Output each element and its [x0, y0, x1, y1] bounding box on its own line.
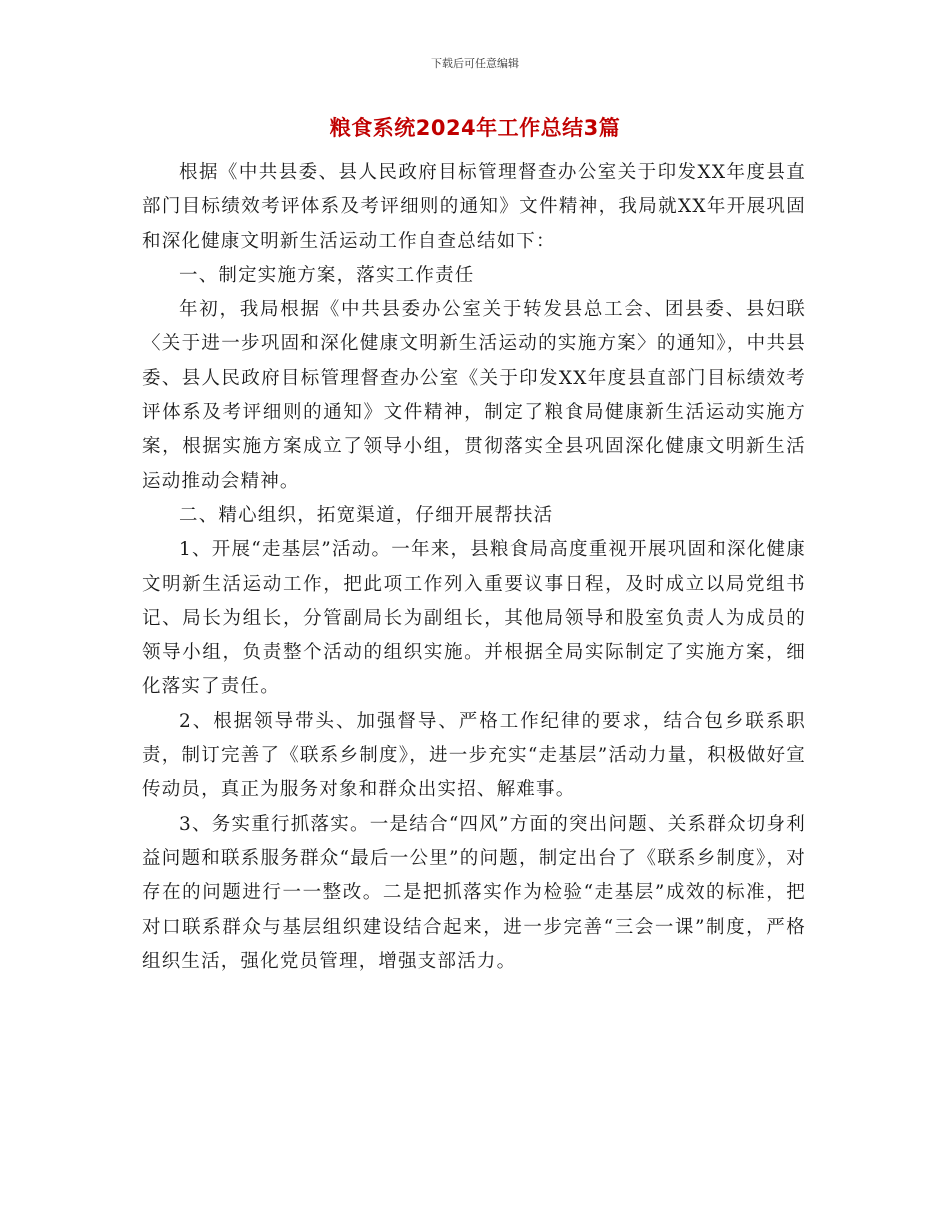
header-note: 下载后可任意编辑 — [431, 57, 519, 70]
document-title: 粮食系统2024年工作总结3篇 — [329, 116, 621, 140]
paragraph-item-1: 1、开展“走基层”活动。一年来，县粮食局高度重视开展巩固和深化健康文明新生活运动工作，把此项工作列入重要议事日程，及时成立以局党组书记、局长为组长，分管副局长为副组长，其他局领导和股室负责人为成员的领导小组，负责整个活动的组织实施。并根据全局实际制定了实施方案，细化落实了责任。 — [142, 539, 806, 698]
paragraph-section-1: 年初，我局根据《中共县委办公室关于转发县总工会、团县委、县妇联〈关于进一步巩固和深化健康文明新生活运动的实施方案〉的通知》，中共县委、县人民政府目标管理督查办公室《关于印发XX年度县直部门目标绩效考评体系及考评细则的通知》文件精神，制定了粮食局健康新生活运动实施方案，根据实施方案成立了领导小组，贯彻落实全县巩固深化健康文明新生活运动推动会精神。 — [142, 299, 806, 492]
paragraph-item-3: 3、务实重行抓落实。一是结合“四风”方面的突出问题、关系群众切身利益问题和联系服务群众“最后一公里”的问题，制定出台了《联系乡制度》，对存在的问题进行一一整改。二是把抓落实作为检验“走基层”成效的标准，把对口联系群众与基层组织建设结合起来，进一步完善“三会一课”制度，严格组织生活，强化党员管理，增强支部活力。 — [142, 813, 806, 972]
paragraph-item-2: 2、根据领导带头、加强督导、严格工作纪律的要求，结合包乡联系职责，制订完善了《联系乡制度》，进一步充实“走基层”活动力量，积极做好宣传动员，真正为服务对象和群众出实招、解难事。 — [142, 710, 806, 801]
paragraph-intro: 根据《中共县委、县人民政府目标管理督查办公室关于印发XX年度县直部门目标绩效考评体系及考评细则的通知》文件精神，我局就XX年开展巩固和深化健康文明新生活运动工作自查总结如下： — [142, 162, 806, 252]
document-body — [142, 156, 806, 979]
section-heading-2: 二、精心组织，拓宽渠道，仔细开展帮扶活 — [179, 504, 554, 526]
section-heading-1: 一、制定实施方案，落实工作责任 — [179, 264, 475, 286]
